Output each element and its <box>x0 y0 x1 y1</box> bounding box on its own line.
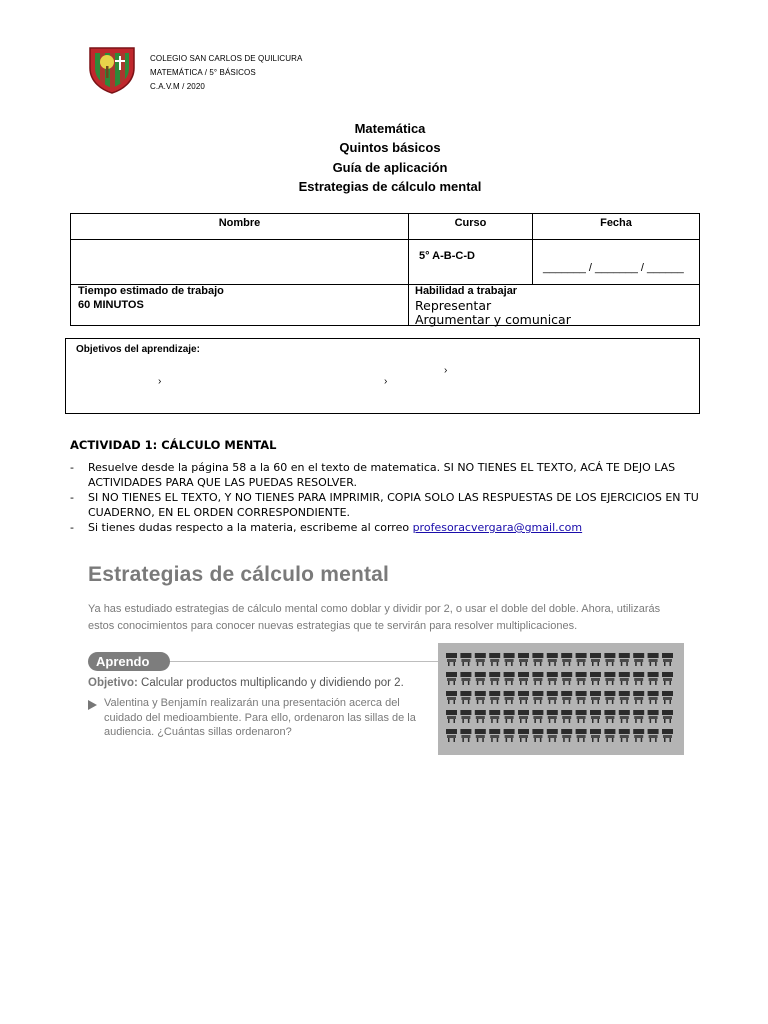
objetivo-bullet: › <box>444 365 448 376</box>
aprendo-divider <box>160 661 440 662</box>
objective-label: Objetivo: <box>88 677 138 689</box>
habilidad-item: Representar <box>415 298 492 313</box>
header-fecha: Fecha <box>533 214 699 240</box>
objective-text: Calcular productos multiplicando y dividiendo por 2. <box>141 677 404 689</box>
objetivos-box <box>65 338 700 414</box>
objetivo-bullet: › <box>384 376 388 387</box>
school-crest-icon <box>86 42 138 94</box>
school-name: COLEGIO SAN CARLOS DE QUILICURA <box>150 54 303 63</box>
header-curso: Curso <box>409 214 533 240</box>
habilidad-label: Habilidad a trabajar <box>415 285 518 297</box>
fecha-field[interactable] <box>533 240 699 285</box>
habilidad-cell <box>409 285 699 326</box>
bullet-dash: - <box>70 521 74 534</box>
textbook-story: Valentina y Benjamín realizarán una presentación acerca del cuidado del medioambiente. Para ello, ordenaron las sillas de la audiencia. ¿Cuántas sillas ordenaron? <box>104 697 416 738</box>
curso-cell <box>409 240 533 285</box>
student-info-table <box>70 213 700 326</box>
habilidad-item: Argumentar y comunicar <box>415 312 571 327</box>
school-code-year: C.A.V.M / 2020 <box>150 82 205 91</box>
textbook-intro: Ya has estudiado estrategias de cálculo mental como doblar y dividir por 2, o usar el doble del doble. Ahora, utilizarás estos conocimientos para conocer nuevas estrategias que te servirán para resolver multiplicaciones. <box>88 603 661 632</box>
tiempo-label: Tiempo estimado de trabajo <box>78 285 224 297</box>
objetivo-bullet: › <box>158 376 162 387</box>
textbook-objective <box>88 677 404 689</box>
contact-text: Si tienes dudas respecto a la materia, escribeme al correo <box>88 521 413 534</box>
bullet-text: SI NO TIENES EL TEXTO, Y NO TIENES PARA IMPRIMIR, COPIA SOLO LAS RESPUESTAS DE LOS EJERCICIOS EN TU CUADERNO, EN EL ORDEN CORRESPONDIENTE. <box>88 491 699 519</box>
play-triangle-icon <box>88 700 97 710</box>
fecha-blank: _______ / _______ / ______ <box>543 262 684 274</box>
title-level: Quintos básicos <box>339 140 441 155</box>
email-link[interactable]: profesoracvergara@gmail.com <box>412 521 583 534</box>
school-subject-level: MATEMÁTICA / 5° BÁSICOS <box>150 68 256 77</box>
bullet-dash: - <box>70 491 74 504</box>
nombre-field[interactable] <box>71 240 409 285</box>
bullet-dash: - <box>70 461 74 474</box>
bullet-text: Resuelve desde la página 58 a la 60 en el texto de matematica. SI NO TIENES EL TEXTO, ACÁ TE DEJO LAS ACTIVIDADES PARA QUE LAS PUEDAS RESOLVER. <box>88 461 676 489</box>
tiempo-value: 60 MINUTOS <box>78 299 144 311</box>
tiempo-cell <box>71 285 409 326</box>
activity-title: ACTIVIDAD 1: CÁLCULO MENTAL <box>70 438 277 452</box>
objetivos-label: Objetivos del aprendizaje: <box>76 344 200 355</box>
header-nombre: Nombre <box>71 214 409 240</box>
curso-value: 5° A-B-C-D <box>419 250 475 262</box>
title-topic: Estrategias de cálculo mental <box>298 179 482 194</box>
chairs-grid-image <box>438 643 684 755</box>
aprendo-badge: Aprendo <box>88 652 170 671</box>
title-subject: Matemática <box>354 121 426 136</box>
title-guide: Guía de aplicación <box>332 160 448 175</box>
textbook-heading: Estrategias de cálculo mental <box>88 563 390 586</box>
bullet-text <box>88 521 710 536</box>
